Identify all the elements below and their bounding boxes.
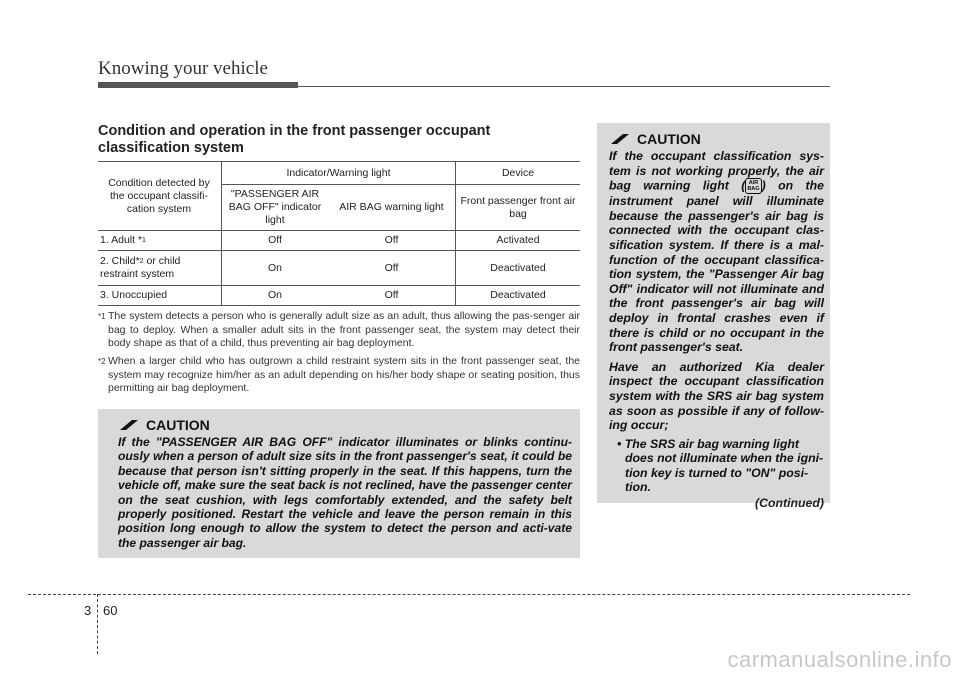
caution-body: If the "PASSENGER AIR BAG OFF" indicator illuminates or blinks continu-ously when a person of adult size sits in the front passenger's seat, it could be because that person isn't sitting properly in the seat. If this happens, turn the vehicle off, make sure the seat back is not reclined, have the passenger center on the seat cushion, with legs comfortably extended, and the safety belt properly positioned. Restart the vehicle and leave the person remain in this position long enough to allow the system to detect the person and acti-vate the passenger air bag.	[118, 435, 572, 550]
row-warning: Off	[328, 231, 456, 251]
row-condition-cont: or child restraint system	[100, 255, 181, 280]
row-indicator: On	[222, 286, 329, 306]
continued-label: (Continued)	[755, 496, 824, 511]
row-footnote-mark: 2	[139, 258, 144, 265]
caution-title-text: CAUTION	[637, 131, 701, 147]
table-row	[98, 251, 580, 286]
airbag-warning-icon: AIR BAG	[747, 180, 760, 193]
occupant-classification-table	[98, 161, 580, 306]
header-rule	[98, 86, 830, 87]
footer-divider	[97, 594, 98, 654]
row-condition: 2. Child*	[100, 255, 140, 267]
chapter-number: 3	[84, 603, 92, 618]
section-title: Condition and operation in the front passenger occupant classification system	[98, 123, 491, 156]
header-airbag-warning: AIR BAG warning light	[328, 185, 456, 231]
row-indicator: On	[222, 251, 329, 286]
row-footnote-mark: 1	[142, 237, 146, 244]
caution-title-text: CAUTION	[146, 417, 210, 433]
caution-slash-icon	[609, 132, 631, 146]
caution-text: If the occupant classification sys-tem is not working properly, the air bag warning light (	[609, 149, 824, 193]
footnote-mark: *1	[98, 312, 106, 321]
caution-paragraph-2: Have an authorized Kia dealer inspect the occupant classification system with the SRS air bag system as soon as possible if any of follow-ing occur;	[609, 359, 824, 433]
caution-bullet: • The SRS air bag warning light does not illuminate when the igni-tion key is turned to "ON" posi-tion.	[617, 436, 824, 495]
footnote-text: The system detects a person who is generally adult size as an adult, thus allowing the pas-senger air bag to deploy. When a smaller adult sits in the front passenger seat, the system may detect their body shape as that of a child, thus preventing air bag deployment.	[108, 310, 580, 349]
row-condition: 3. Unoccupied	[100, 289, 168, 301]
footer-rule	[28, 594, 910, 595]
page-header-title: Knowing your vehicle	[98, 58, 268, 79]
footnote-mark: *2	[98, 357, 106, 366]
watermark: carmanualsonline.info	[727, 647, 952, 672]
footnote-1	[98, 310, 580, 351]
row-warning: Off	[328, 251, 456, 286]
caution-text: ) on the instrument panel will illuminate because the passenger's air bag is connected with the occupant clas-sification system. If there is a mal-function of the occupant classifica-tion system, the "Passenger Air bag Off" indicator will not illuminate and the front passenger's air bag will deploy in frontal crashes even if there is child or no occupant in the front passenger's seat.	[609, 178, 824, 355]
footnote-text: When a larger child who has outgrown a child restraint system sits in the front passenger seat, the system may recognize him/her as an adult depending on his/her body shape or seating position, thus permitting air bag deployment.	[108, 355, 580, 394]
footnote-2	[98, 355, 580, 396]
table-row	[98, 286, 580, 306]
row-device: Deactivated	[456, 286, 581, 306]
caution-slash-icon	[118, 418, 140, 432]
caution-title	[118, 417, 572, 433]
caution-title	[609, 131, 824, 147]
caution-box-right	[597, 123, 830, 511]
row-condition: 1. Adult *	[100, 234, 143, 246]
caution-box-bottom	[98, 409, 580, 558]
header-passenger-indicator: "PASSENGER AIR BAG OFF" indicator light	[222, 185, 329, 231]
table-row	[98, 231, 580, 251]
header-indicator-group: Indicator/Warning light	[222, 162, 456, 185]
header-front-airbag: Front passenger front air bag	[456, 185, 581, 231]
caution-paragraph-1	[609, 149, 824, 355]
row-device: Activated	[456, 231, 581, 251]
header-device-group: Device	[456, 162, 581, 185]
header-bar	[98, 82, 298, 88]
page-number: 60	[103, 603, 118, 618]
header-condition: Condition detected by the occupant classifi-cation system	[98, 162, 222, 231]
row-indicator: Off	[222, 231, 329, 251]
row-warning: Off	[328, 286, 456, 306]
row-device: Deactivated	[456, 251, 581, 286]
